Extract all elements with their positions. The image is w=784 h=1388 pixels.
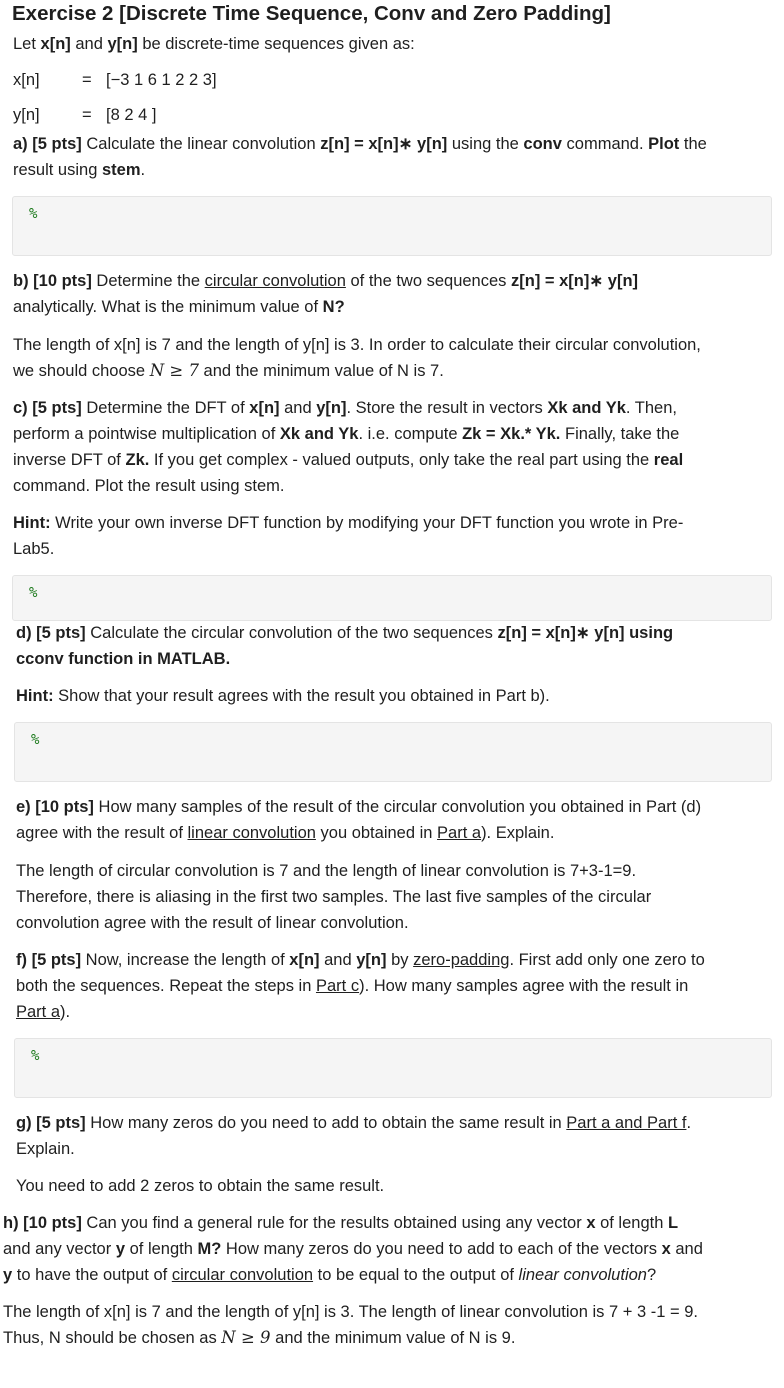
part-c-question-line2: perform a pointwise multiplication of Xk and Yk. i.e. compute Zk = Xk.* Yk. Finally, take the: [13, 425, 680, 443]
part-c-hint-line1: Hint: Write your own inverse DFT function by modifying your DFT function you wrote in Pre-: [13, 514, 684, 532]
part-g-question-line2: Explain.: [16, 1140, 75, 1158]
part-g-answer: You need to add 2 zeros to obtain the same result.: [16, 1177, 385, 1195]
link-part-a[interactable]: Part a: [16, 1003, 61, 1021]
part-h-answer-line2: Thus, N should be chosen as N ≥ 9 and the minimum value of N is 9.: [3, 1328, 516, 1347]
part-e-answer-line3: convolution agree with the result of linear convolution.: [16, 914, 409, 932]
part-b-answer-line1: The length of x[n] is 7 and the length of y[n] is 3. In order to calculate their circular convolution,: [13, 336, 701, 354]
part-h-question-line3: y to have the output of circular convolution to be equal to the output of linear convolution?: [3, 1266, 657, 1284]
part-a-question-line2: result using stem.: [13, 161, 146, 179]
link-zero-padding[interactable]: zero-padding: [413, 951, 510, 969]
y-definition-equals: =: [82, 106, 92, 124]
part-h-question-line2: and any vector y of length M? How many zeros do you need to add to each of the vectors x and: [3, 1240, 703, 1258]
code-cell-part-c[interactable]: [12, 575, 772, 621]
x-definition-value: [−3 1 6 1 2 2 3]: [106, 71, 217, 89]
x-definition-name: x[n]: [13, 71, 40, 89]
link-part-a[interactable]: Part a: [437, 824, 482, 842]
part-f-question-line1: f) [5 pts] Now, increase the length of x[n] and y[n] by zero-padding. First add only one zero to: [16, 951, 705, 969]
part-b-question-line1: b) [10 pts] Determine the circular convolution of the two sequences z[n] = x[n]∗ y[n]: [13, 272, 639, 290]
y-definition-name: y[n]: [13, 106, 40, 124]
x-definition-equals: =: [82, 71, 92, 89]
part-g-question-line1: g) [5 pts] How many zeros do you need to add to obtain the same result in Part a and Part f.: [16, 1114, 692, 1132]
part-f-question-line2: both the sequences. Repeat the steps in Part c). How many samples agree with the result in: [16, 977, 689, 995]
code-comment: %: [31, 732, 40, 748]
part-a-question-line1: a) [5 pts] Calculate the linear convolution z[n] = x[n]∗ y[n] using the conv command. Plot the: [13, 135, 707, 153]
part-f-question-line3: Part a).: [16, 1003, 71, 1021]
part-e-answer-line1: The length of circular convolution is 7 and the length of linear convolution is 7+3-1=9.: [16, 862, 637, 880]
part-e-question-line2: agree with the result of linear convolution you obtained in Part a). Explain.: [16, 824, 555, 842]
part-b-question-line2: analytically. What is the minimum value of N?: [13, 298, 345, 316]
link-part-a-and-part-f[interactable]: Part a and Part f: [566, 1114, 687, 1132]
part-c-question-line1: c) [5 pts] Determine the DFT of x[n] and y[n]. Store the result in vectors Xk and Yk. Then,: [13, 399, 677, 417]
code-cell-part-d[interactable]: [14, 722, 772, 782]
y-definition-value: [8 2 4 ]: [106, 106, 157, 124]
code-comment: %: [29, 585, 38, 601]
link-circular-convolution[interactable]: circular convolution: [204, 272, 346, 290]
part-b-answer-line2: we should choose N ≥ 7 and the minimum value of N is 7.: [13, 361, 444, 380]
part-d-question-line1: d) [5 pts] Calculate the circular convolution of the two sequences z[n] = x[n]∗ y[n] using: [16, 624, 674, 642]
code-cell-part-f[interactable]: [14, 1038, 772, 1098]
part-c-question-line3: inverse DFT of Zk. If you get complex - valued outputs, only take the real part using the real: [13, 451, 684, 469]
code-cell-part-a[interactable]: [12, 196, 772, 256]
part-d-question-line2: cconv function in MATLAB.: [16, 650, 231, 668]
part-e-answer-line2: Therefore, there is aliasing in the first two samples. The last five samples of the circular: [16, 888, 652, 906]
link-linear-convolution[interactable]: linear convolution: [187, 824, 316, 842]
link-part-c[interactable]: Part c: [315, 977, 360, 995]
code-comment: %: [31, 1048, 40, 1064]
code-comment: %: [29, 206, 38, 222]
part-c-question-line4: command. Plot the result using stem.: [13, 477, 285, 495]
part-d-hint: Hint: Show that your result agrees with the result you obtained in Part b).: [16, 687, 550, 705]
part-h-answer-line1: The length of x[n] is 7 and the length of y[n] is 3. The length of linear convolution is 7 + 3 -1 = 9.: [3, 1303, 698, 1321]
exercise-title: Exercise 2 [Discrete Time Sequence, Conv and Zero Padding]: [12, 2, 611, 25]
part-c-hint-line2: Lab5.: [13, 540, 55, 558]
intro-text: Let x[n] and y[n] be discrete-time sequences given as:: [13, 35, 415, 53]
part-e-question-line1: e) [10 pts] How many samples of the result of the circular convolution you obtained in Part (d): [16, 798, 702, 816]
part-h-question-line1: h) [10 pts] Can you find a general rule for the results obtained using any vector x of length L: [3, 1214, 679, 1232]
link-circular-convolution[interactable]: circular convolution: [171, 1266, 314, 1284]
